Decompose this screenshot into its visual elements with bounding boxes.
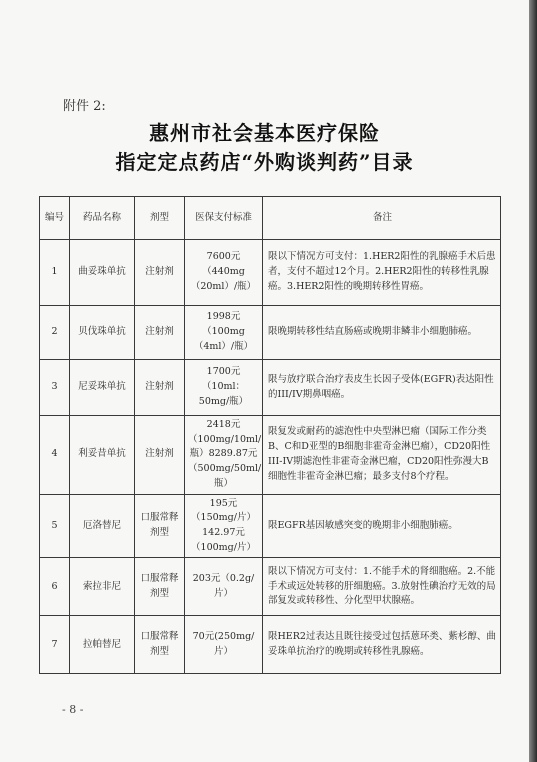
cell-remarks: 限复发或耐药的滤泡性中央型淋巴瘤（国际工作分类B、C和D亚型的B细胞非霍奇金淋巴瘤），CD20阳性III-IV期滤泡性非霍奇金淋巴瘤，CD20阳性弥漫大B细胞性非霍奇金淋巴瘤；最多支付8个疗程。	[263, 416, 501, 495]
cell-payment-standard: 70元(250mg/片）	[185, 616, 263, 674]
cell-dosage-form: 口服常释剂型	[135, 494, 185, 558]
cell-number: 7	[40, 616, 70, 674]
header-remarks: 备注	[263, 197, 501, 240]
cell-payment-standard: 1998元（100mg（4ml）/瓶）	[185, 306, 263, 360]
table-row	[40, 494, 501, 558]
attachment-label: 附件 2:	[63, 99, 106, 114]
cell-dosage-form: 注射剂	[135, 416, 185, 495]
cell-remarks: 限晚期转移性结直肠癌或晚期非鳞非小细胞肺癌。	[263, 306, 501, 360]
cell-dosage-form: 口服常释剂型	[135, 616, 185, 674]
cell-dosage-form: 注射剂	[135, 240, 185, 306]
cell-payment-standard: 2418元（100mg/10ml/瓶）8289.87元（500mg/50ml/瓶）	[185, 416, 263, 495]
cell-payment-standard: 7600元（440mg（20ml）/瓶）	[185, 240, 263, 306]
cell-number: 4	[40, 416, 70, 495]
cell-remarks: 限与放疗联合治疗表皮生长因子受体(EGFR)表达阳性的III/IV期鼻咽癌。	[263, 360, 501, 416]
cell-number: 1	[40, 240, 70, 306]
cell-payment-standard: 203元（0.2g/片）	[185, 558, 263, 616]
table-header-row	[40, 197, 501, 240]
cell-payment-standard: 1700元（10ml：50mg/瓶）	[185, 360, 263, 416]
cell-remarks: 限EGFR基因敏感突变的晚期非小细胞肺癌。	[263, 494, 501, 558]
cell-drug-name: 曲妥珠单抗	[70, 240, 135, 306]
cell-number: 6	[40, 558, 70, 616]
cell-payment-standard: 195元（150mg/片）142.97元（100mg/片）	[185, 494, 263, 558]
table-row	[40, 558, 501, 616]
cell-drug-name: 厄洛替尼	[70, 494, 135, 558]
document-title: 惠州市社会基本医疗保险	[149, 121, 380, 145]
cell-drug-name: 拉帕替尼	[70, 616, 135, 674]
table-row	[40, 306, 501, 360]
document-subtitle: 指定定点药店“外购谈判药”目录	[115, 150, 414, 174]
header-payment-standard: 医保支付标准	[185, 197, 263, 240]
cell-remarks: 限HER2过表达且既往接受过包括蒽环类、紫杉醇、曲妥珠单抗治疗的晚期或转移性乳腺癌。	[263, 616, 501, 674]
page-number: - 8 -	[62, 703, 84, 716]
table-row	[40, 360, 501, 416]
cell-number: 3	[40, 360, 70, 416]
page-edge-shadow	[529, 0, 537, 762]
table-row	[40, 416, 501, 495]
cell-remarks: 限以下情况方可支付：1.HER2阳性的乳腺癌手术后患者，支付不超过12个月。2.HER2阳性的转移性乳腺癌。3.HER2阳性的晚期转移性胃癌。	[263, 240, 501, 306]
cell-number: 5	[40, 494, 70, 558]
cell-drug-name: 尼妥珠单抗	[70, 360, 135, 416]
table-row	[40, 240, 501, 306]
cell-drug-name: 索拉非尼	[70, 558, 135, 616]
header-dosage-form: 剂型	[135, 197, 185, 240]
table-row	[40, 616, 501, 674]
cell-remarks: 限以下情况方可支付：1.不能手术的肾细胞癌。2.不能手术或远处转移的肝细胞癌。3.放射性碘治疗无效的局部复发或转移性、分化型甲状腺癌。	[263, 558, 501, 616]
cell-drug-name: 贝伐珠单抗	[70, 306, 135, 360]
cell-number: 2	[40, 306, 70, 360]
cell-dosage-form: 注射剂	[135, 360, 185, 416]
cell-dosage-form: 口服常释剂型	[135, 558, 185, 616]
cell-dosage-form: 注射剂	[135, 306, 185, 360]
header-number: 编号	[40, 197, 70, 240]
header-drug-name: 药品名称	[70, 197, 135, 240]
drug-table	[39, 196, 501, 674]
cell-drug-name: 利妥昔单抗	[70, 416, 135, 495]
